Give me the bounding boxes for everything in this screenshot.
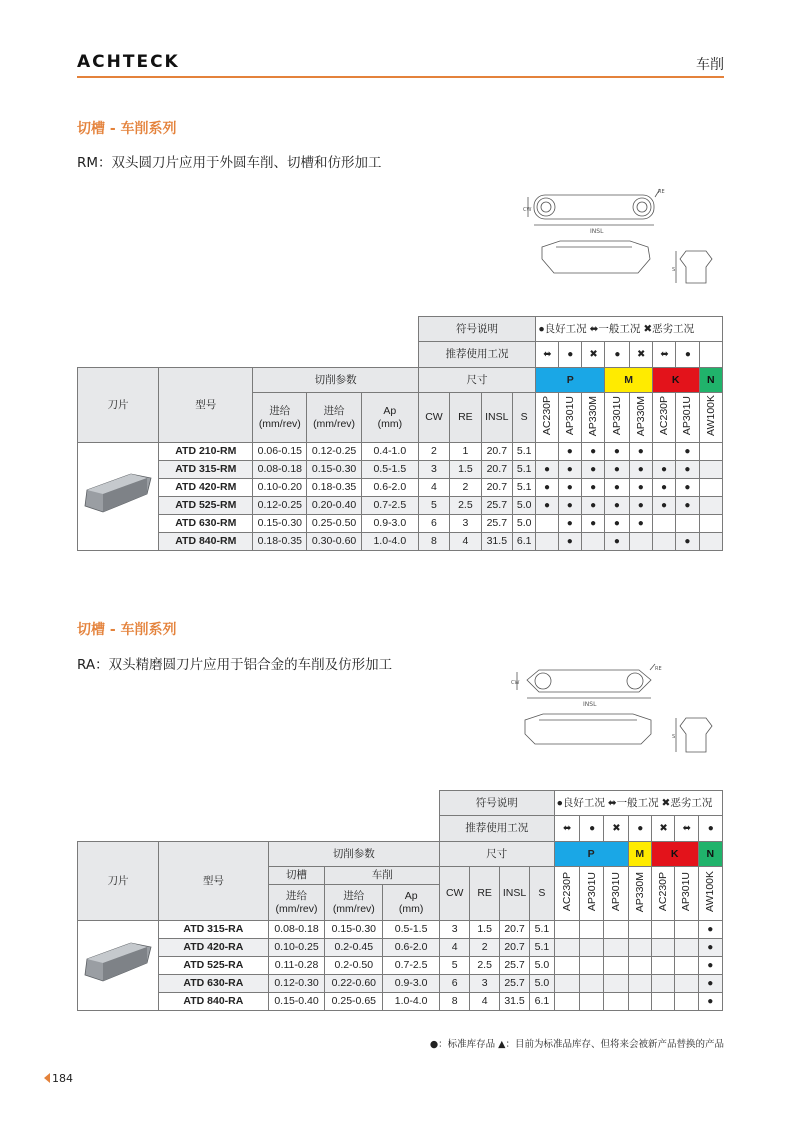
stock-mark [536, 533, 558, 551]
feed-turn-cell: 0.15-0.30 [325, 921, 383, 939]
feed-groove-cell: 0.12-0.25 [253, 497, 307, 515]
stock-mark [628, 921, 651, 939]
model-cell: ATD 840-RA [159, 993, 269, 1011]
stock-mark [604, 975, 628, 993]
feed-turn-cell: 0.15-0.30 [307, 461, 362, 479]
stock-mark [675, 993, 698, 1011]
ap-cell: 0.9-3.0 [383, 975, 440, 993]
stock-mark: ● [581, 443, 604, 461]
stock-mark: ● [605, 479, 629, 497]
symbol-label: 符号说明 [440, 791, 555, 816]
ap-cell: 1.0-4.0 [361, 533, 418, 551]
feed-turn-cell: 0.20-0.40 [307, 497, 362, 515]
stock-mark: ● [652, 479, 675, 497]
group-k: K [652, 368, 699, 393]
stock-mark: ● [581, 515, 604, 533]
ap-cell: 1.0-4.0 [383, 993, 440, 1011]
header-re: RE [450, 393, 481, 443]
stock-mark [604, 939, 628, 957]
grade-label: AC230P [658, 396, 671, 436]
stock-mark: ● [698, 921, 722, 939]
spec-table-ra [77, 790, 723, 1011]
stock-mark: ● [605, 497, 629, 515]
s-cell: 5.1 [513, 443, 536, 461]
header-divider [77, 76, 724, 78]
insl-label: INSL [590, 228, 604, 235]
stock-mark [628, 957, 651, 975]
stock-mark: ● [581, 497, 604, 515]
feed-groove-cell: 0.18-0.35 [253, 533, 307, 551]
insert-side-drawing [672, 245, 720, 293]
table-row [78, 515, 723, 533]
insert-photo [81, 929, 155, 999]
feed-turn-cell: 0.30-0.60 [307, 533, 362, 551]
header-feed-groove: 进给 (mm/rev) [268, 885, 325, 921]
insl-cell: 20.7 [499, 921, 529, 939]
table-row [78, 957, 723, 975]
s-cell: 5.0 [530, 957, 554, 975]
insl-cell: 31.5 [481, 533, 512, 551]
table-row [78, 443, 723, 461]
header-insert: 刀片 [78, 842, 159, 921]
header-ap: Ap (mm) [383, 885, 440, 921]
group-p: P [536, 368, 605, 393]
stock-mark [676, 515, 699, 533]
s-cell: 5.1 [530, 921, 554, 939]
stock-mark: ● [536, 479, 558, 497]
stock-mark: ● [698, 993, 722, 1011]
insert-photo [81, 460, 155, 530]
re-cell: 4 [470, 993, 499, 1011]
header-dimensions: 尺寸 [440, 842, 555, 867]
ap-cell: 0.5-1.5 [361, 461, 418, 479]
stock-mark: ● [558, 533, 581, 551]
cw-cell: 3 [418, 461, 449, 479]
feed-turn-cell: 0.2-0.45 [325, 939, 383, 957]
section-description: RA：双头精磨圆刀片应用于铝合金的车削及仿形加工 [77, 657, 393, 673]
model-cell: ATD 420-RA [159, 939, 269, 957]
cw-cell: 4 [418, 479, 449, 497]
insl-cell: 25.7 [499, 957, 529, 975]
insert-drawing [505, 662, 675, 760]
s-label: S [672, 734, 676, 740]
s-cell: 5.1 [530, 939, 554, 957]
group-m: M [628, 842, 651, 867]
stock-mark: ● [558, 443, 581, 461]
header-s: S [530, 867, 554, 921]
insl-cell: 20.7 [481, 479, 512, 497]
stock-mark [536, 515, 558, 533]
stock-mark: ● [676, 443, 699, 461]
table-row [78, 497, 723, 515]
ap-cell: 0.4-1.0 [361, 443, 418, 461]
stock-mark [651, 957, 674, 975]
stock-mark [579, 921, 603, 939]
feed-groove-cell: 0.10-0.20 [253, 479, 307, 497]
page-marker-icon [44, 1073, 50, 1083]
stock-mark: ● [605, 533, 629, 551]
section-title: 切槽 - 车削系列 [77, 121, 177, 137]
header-ap: Ap (mm) [361, 393, 418, 443]
insl-cell: 20.7 [499, 939, 529, 957]
cw-cell: 5 [440, 957, 470, 975]
stock-mark: ● [652, 497, 675, 515]
insl-cell: 25.7 [499, 975, 529, 993]
insl-label: INSL [583, 701, 597, 708]
spec-table-rm [77, 316, 723, 551]
s-cell: 5.0 [530, 975, 554, 993]
header-feed-groove: 进给 (mm/rev) [253, 393, 307, 443]
header-s: S [513, 393, 536, 443]
feed-turn-cell: 0.2-0.50 [325, 957, 383, 975]
re-label: RE [658, 189, 665, 195]
stock-mark: ● [629, 515, 652, 533]
stock-mark: ● [676, 497, 699, 515]
stock-mark [628, 993, 651, 1011]
stock-mark [651, 993, 674, 1011]
insert-side-drawing [672, 712, 720, 760]
stock-mark: ● [676, 461, 699, 479]
feed-turn-cell: 0.25-0.65 [325, 993, 383, 1011]
condition-mark: ✖ [629, 342, 652, 368]
condition-mark: ✖ [651, 816, 674, 842]
re-cell: 2.5 [450, 497, 481, 515]
stock-mark [699, 461, 722, 479]
stock-mark: ● [629, 443, 652, 461]
stock-mark [579, 975, 603, 993]
cw-label: CW [511, 680, 520, 686]
condition-mark: ● [579, 816, 603, 842]
stock-mark [652, 443, 675, 461]
insert-drawing [520, 185, 670, 293]
group-n: N [698, 842, 722, 867]
feed-groove-cell: 0.10-0.25 [268, 939, 325, 957]
stock-mark [699, 479, 722, 497]
condition-mark: ● [558, 342, 581, 368]
table-row [78, 921, 723, 939]
symbol-legend: ●良好工况 ⬌一般工况 ✖恶劣工况 [536, 317, 723, 342]
stock-mark: ● [698, 975, 722, 993]
stock-mark: ● [605, 515, 629, 533]
stock-mark [651, 975, 674, 993]
stock-mark [699, 533, 722, 551]
page-number: 184 [52, 1072, 73, 1085]
condition-mark: ✖ [581, 342, 604, 368]
stock-mark [536, 443, 558, 461]
stock-mark: ● [558, 461, 581, 479]
grade-label: AW100K [704, 871, 717, 913]
feed-groove-cell: 0.08-0.18 [253, 461, 307, 479]
header-dimensions: 尺寸 [418, 368, 536, 393]
grade-label: AP330M [633, 871, 646, 913]
condition-mark: ⬌ [652, 342, 675, 368]
ap-cell: 0.7-2.5 [361, 497, 418, 515]
stock-mark [675, 939, 698, 957]
table-row [78, 939, 723, 957]
s-cell: 5.1 [513, 479, 536, 497]
condition-mark: ⬌ [675, 816, 698, 842]
grade-label: AC230P [540, 396, 553, 436]
stock-mark [581, 533, 604, 551]
stock-mark [675, 957, 698, 975]
s-cell: 5.0 [513, 515, 536, 533]
header-feed-turn: 进给 (mm/rev) [325, 885, 383, 921]
stock-mark: ● [698, 957, 722, 975]
insl-cell: 31.5 [499, 993, 529, 1011]
feed-turn-cell: 0.22-0.60 [325, 975, 383, 993]
stock-mark: ● [558, 497, 581, 515]
header-model: 型号 [159, 368, 253, 443]
s-cell: 5.0 [513, 497, 536, 515]
stock-mark [604, 957, 628, 975]
stock-mark [651, 939, 674, 957]
stock-mark [579, 993, 603, 1011]
cw-cell: 6 [440, 975, 470, 993]
grade-label: AP330M [587, 395, 600, 437]
feed-groove-cell: 0.11-0.28 [268, 957, 325, 975]
stock-mark [554, 993, 579, 1011]
condition-mark: ✖ [604, 816, 628, 842]
model-cell: ATD 315-RM [159, 461, 253, 479]
stock-mark [699, 443, 722, 461]
header-insert: 刀片 [78, 368, 159, 443]
condition-mark: ● [676, 342, 699, 368]
condition-mark: ● [698, 816, 722, 842]
header-cw: CW [440, 867, 470, 921]
ap-cell: 0.6-2.0 [361, 479, 418, 497]
cw-cell: 4 [440, 939, 470, 957]
insl-cell: 20.7 [481, 443, 512, 461]
recommend-label: 推荐使用工况 [440, 816, 555, 842]
stock-mark [675, 975, 698, 993]
model-cell: ATD 525-RM [159, 497, 253, 515]
symbol-legend: ●良好工况 ⬌一般工况 ✖恶劣工况 [554, 791, 722, 816]
group-p: P [554, 842, 628, 867]
re-cell: 3 [470, 975, 499, 993]
feed-turn-cell: 0.25-0.50 [307, 515, 362, 533]
insl-cell: 25.7 [481, 497, 512, 515]
header-insl: INSL [481, 393, 512, 443]
stock-mark [604, 993, 628, 1011]
grade-label: AP301U [680, 872, 693, 912]
group-n: N [699, 368, 722, 393]
table-row [78, 479, 723, 497]
brand-logo: ACHTECK [77, 52, 180, 72]
cw-cell: 3 [440, 921, 470, 939]
stock-mark [675, 921, 698, 939]
stock-mark: ● [605, 443, 629, 461]
header-groove: 切槽 [268, 867, 325, 885]
stock-mark: ● [581, 461, 604, 479]
grade-label: AP301U [609, 872, 622, 912]
ap-cell: 0.7-2.5 [383, 957, 440, 975]
stock-mark: ● [536, 461, 558, 479]
grade-label: AP330M [634, 395, 647, 437]
feed-turn-cell: 0.18-0.35 [307, 479, 362, 497]
stock-mark [628, 939, 651, 957]
group-k: K [651, 842, 698, 867]
stock-mark [628, 975, 651, 993]
cw-cell: 5 [418, 497, 449, 515]
grade-label: AP301U [681, 396, 694, 436]
header-feed-turn: 进给 (mm/rev) [307, 393, 362, 443]
s-cell: 6.1 [530, 993, 554, 1011]
header-cutting-params: 切削参数 [268, 842, 439, 867]
stock-mark: ● [558, 479, 581, 497]
stock-mark: ● [605, 461, 629, 479]
condition-mark: ● [628, 816, 651, 842]
cw-cell: 8 [440, 993, 470, 1011]
s-cell: 6.1 [513, 533, 536, 551]
table-row [78, 461, 723, 479]
ap-cell: 0.9-3.0 [361, 515, 418, 533]
re-cell: 2.5 [470, 957, 499, 975]
stock-mark [579, 957, 603, 975]
insert-image-cell [78, 443, 159, 551]
stock-mark: ● [629, 497, 652, 515]
stock-mark [699, 497, 722, 515]
feed-groove-cell: 0.12-0.30 [268, 975, 325, 993]
stock-mark [604, 921, 628, 939]
group-m: M [605, 368, 653, 393]
model-cell: ATD 840-RM [159, 533, 253, 551]
re-cell: 1.5 [450, 461, 481, 479]
header-insl: INSL [499, 867, 529, 921]
header-turn: 车削 [325, 867, 440, 885]
condition-mark: ● [605, 342, 629, 368]
feed-groove-cell: 0.15-0.30 [253, 515, 307, 533]
stock-mark: ● [698, 939, 722, 957]
recommend-label: 推荐使用工况 [418, 342, 536, 368]
footnote: ●：标准库存品 ▲：目前为标准品库存、但将来会被新产品替换的产品 [429, 1039, 724, 1050]
stock-mark [554, 921, 579, 939]
model-cell: ATD 315-RA [159, 921, 269, 939]
ap-cell: 0.5-1.5 [383, 921, 440, 939]
section-description: RM：双头圆刀片应用于外圆车削、切槽和仿形加工 [77, 155, 382, 171]
insl-cell: 20.7 [481, 461, 512, 479]
s-label: S [672, 267, 676, 273]
stock-mark: ● [629, 461, 652, 479]
cw-cell: 2 [418, 443, 449, 461]
condition-mark: ⬌ [554, 816, 579, 842]
stock-mark: ● [676, 533, 699, 551]
model-cell: ATD 525-RA [159, 957, 269, 975]
re-cell: 2 [450, 479, 481, 497]
header-cw: CW [418, 393, 449, 443]
section-title: 切槽 - 车削系列 [77, 622, 177, 638]
grade-label: AP301U [563, 396, 576, 436]
ap-cell: 0.6-2.0 [383, 939, 440, 957]
header-re: RE [470, 867, 499, 921]
model-cell: ATD 630-RA [159, 975, 269, 993]
page-category: 车削 [696, 57, 724, 73]
stock-mark [699, 515, 722, 533]
stock-mark: ● [652, 461, 675, 479]
stock-mark [652, 515, 675, 533]
re-cell: 4 [450, 533, 481, 551]
model-cell: ATD 630-RM [159, 515, 253, 533]
feed-groove-cell: 0.08-0.18 [268, 921, 325, 939]
cw-cell: 6 [418, 515, 449, 533]
stock-mark [629, 533, 652, 551]
header-cutting-params: 切削参数 [253, 368, 418, 393]
stock-mark: ● [581, 479, 604, 497]
re-label: RE [655, 666, 662, 672]
cw-cell: 8 [418, 533, 449, 551]
grade-label: AW100K [704, 395, 717, 437]
insl-cell: 25.7 [481, 515, 512, 533]
grade-label: AP301U [585, 872, 598, 912]
stock-mark: ● [536, 497, 558, 515]
cw-label: CW [523, 207, 532, 213]
table-row [78, 993, 723, 1011]
grade-label: AC230P [560, 872, 573, 912]
feed-groove-cell: 0.06-0.15 [253, 443, 307, 461]
table-row [78, 975, 723, 993]
stock-mark: ● [558, 515, 581, 533]
feed-turn-cell: 0.12-0.25 [307, 443, 362, 461]
re-cell: 3 [450, 515, 481, 533]
model-cell: ATD 420-RM [159, 479, 253, 497]
stock-mark [652, 533, 675, 551]
re-cell: 1 [450, 443, 481, 461]
stock-mark: ● [676, 479, 699, 497]
stock-mark [651, 921, 674, 939]
grade-label: AC230P [657, 872, 670, 912]
model-cell: ATD 210-RM [159, 443, 253, 461]
re-cell: 1.5 [470, 921, 499, 939]
stock-mark [554, 939, 579, 957]
stock-mark [554, 975, 579, 993]
grade-label: AP301U [610, 396, 623, 436]
feed-groove-cell: 0.15-0.40 [268, 993, 325, 1011]
insert-image-cell [78, 921, 159, 1011]
table-row [78, 533, 723, 551]
symbol-label: 符号说明 [418, 317, 536, 342]
stock-mark [579, 939, 603, 957]
stock-mark [554, 957, 579, 975]
s-cell: 5.1 [513, 461, 536, 479]
re-cell: 2 [470, 939, 499, 957]
header-model: 型号 [159, 842, 269, 921]
stock-mark: ● [629, 479, 652, 497]
condition-mark: ⬌ [536, 342, 558, 368]
